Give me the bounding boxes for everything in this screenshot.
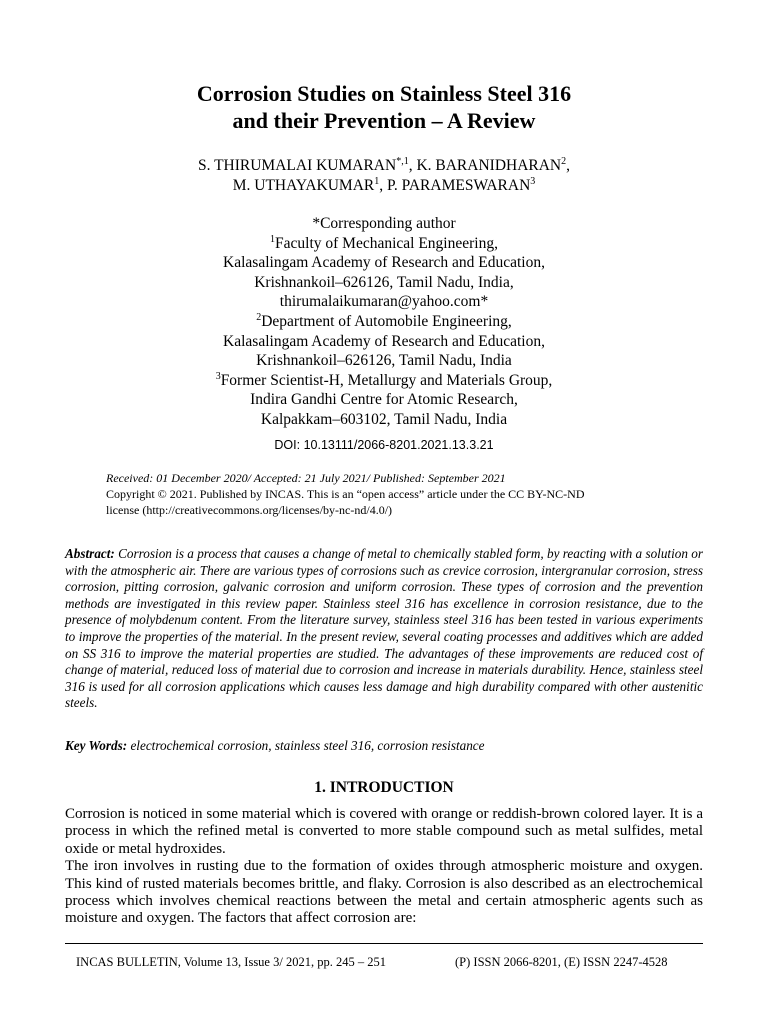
keywords-label: Key Words: — [65, 738, 128, 753]
title-line-2: and their Prevention – A Review — [232, 108, 536, 133]
affiliation-2-address: Krishnankoil–626126, Tamil Nadu, India — [256, 352, 512, 370]
title-line-1: Corrosion Studies on Stainless Steel 316 — [196, 81, 572, 106]
footer-issn: (P) ISSN 2066-8201, (E) ISSN 2247-4528 — [455, 955, 668, 969]
publication-info — [106, 470, 706, 518]
section-body — [65, 806, 703, 928]
affiliation-text: Faculty of Mechanical Engineering, — [275, 234, 498, 252]
author-email[interactable]: thirumalaikumaran@yahoo.com* — [279, 293, 489, 311]
author-list — [0, 156, 768, 196]
abstract-text: Corrosion is a process that causes a change of metal to chemically stabled form, by reacting with a solution or with the atmospheric air. There are various types of corrosions such as crevice corrosion, intergranular corrosion, stress corrosion, pitting corrosion, galvanic corrosion and uniform corrosion. These types of corrosion and the prevention methods are investigated in this review paper. Stainless steel 316 has excellence in corrosion resistance, due to the presence of molybdenum content. From the literature survey, stainless steel 316 has been tested in various experiments to improve the properties of the material. In the present review, several coating processes and additives which are added on SS 316 to improve the material properties are studied. The advantages of these improvements are reduced cost of change of material, reduced loss of material due to corrosion and increase in materials durability. Hence, stainless steel 316 is used for all corrosion applications which causes less damage and high durability compared with other austenitic steels. — [65, 546, 703, 711]
affiliations-block — [0, 214, 768, 430]
affiliation-2-institution: Kalasalingam Academy of Research and Education, — [223, 332, 545, 350]
keywords-text: electrochemical corrosion, stainless steel 316, corrosion resistance — [130, 738, 485, 753]
paper-title — [0, 80, 768, 134]
affiliation-2-name — [0, 312, 768, 332]
author-affiliation-mark: 3 — [530, 175, 536, 187]
author-affiliation-mark: *,1 — [396, 155, 409, 167]
affiliation-text: Department of Automobile Engineering, — [261, 312, 512, 330]
affiliation-mark: 2 — [256, 311, 262, 323]
affiliation-1-institution: Kalasalingam Academy of Research and Education, — [223, 254, 545, 272]
license-link[interactable]: license (http://creativecommons.org/licenses/by-nc-nd/4.0/) — [106, 503, 393, 517]
affiliation-3-name — [0, 371, 768, 391]
author-line-1 — [0, 156, 768, 176]
paragraph: The iron involves in rusting due to the formation of oxides through atmospheric moisture and oxygen. This kind of rusted materials becomes brittle, and flaky. Corrosion is also described as an electrochemical process which involves chemical reactions between the metal and certain atmospheric agents such as moisture and oxygen. The factors that affect corrosion are: — [65, 858, 703, 927]
paragraph: Corrosion is noticed in some material which is covered with orange or reddish-brown colored layer. It is a process in which the refined metal is converted to more stable compound such as metal sulfides, metal oxide or metal hydroxides. — [65, 806, 703, 857]
author-name: M. UTHAYAKUMAR — [232, 177, 375, 194]
author-separator: , — [379, 177, 387, 194]
affiliation-mark: 3 — [215, 370, 221, 382]
affiliation-3-address: Kalpakkam–603102, Tamil Nadu, India — [260, 410, 508, 428]
author-separator: , — [408, 157, 417, 174]
affiliation-1-address: Krishnankoil–626126, Tamil Nadu, India, — [254, 273, 514, 291]
author-affiliation-mark: 2 — [561, 155, 567, 167]
section-heading: 1. INTRODUCTION — [314, 779, 454, 796]
abstract — [65, 546, 703, 712]
author-name: S. THIRUMALAI KUMARAN — [197, 157, 397, 174]
footer-divider — [65, 943, 703, 944]
affiliation-3-institution: Indira Gandhi Centre for Atomic Research, — [250, 391, 518, 409]
abstract-label: Abstract: — [65, 546, 115, 561]
keywords — [65, 738, 703, 754]
publication-dates: Received: 01 December 2020/ Accepted: 21 July 2021/ Published: September 2021 — [106, 471, 506, 485]
author-line-2 — [0, 176, 768, 196]
author-name: K. BARANIDHARAN — [416, 157, 562, 174]
affiliation-text: Former Scientist-H, Metallurgy and Materials Group, — [220, 371, 553, 389]
doi-link[interactable]: DOI: 10.13111/2066-8201.2021.13.3.21 — [274, 438, 494, 452]
affiliation-1-name — [0, 234, 768, 254]
footer-journal: INCAS BULLETIN, Volume 13, Issue 3/ 2021, pp. 245 – 251 — [76, 955, 386, 969]
copyright-notice: Copyright © 2021. Published by INCAS. This is an “open access” article under the CC BY-NC-ND — [106, 487, 585, 501]
affiliation-mark: 1 — [270, 233, 276, 245]
corresponding-author-note: *Corresponding author — [312, 215, 456, 232]
author-separator: , — [566, 157, 570, 174]
author-name: P. PARAMESWARAN — [387, 177, 531, 194]
author-affiliation-mark: 1 — [374, 175, 380, 187]
